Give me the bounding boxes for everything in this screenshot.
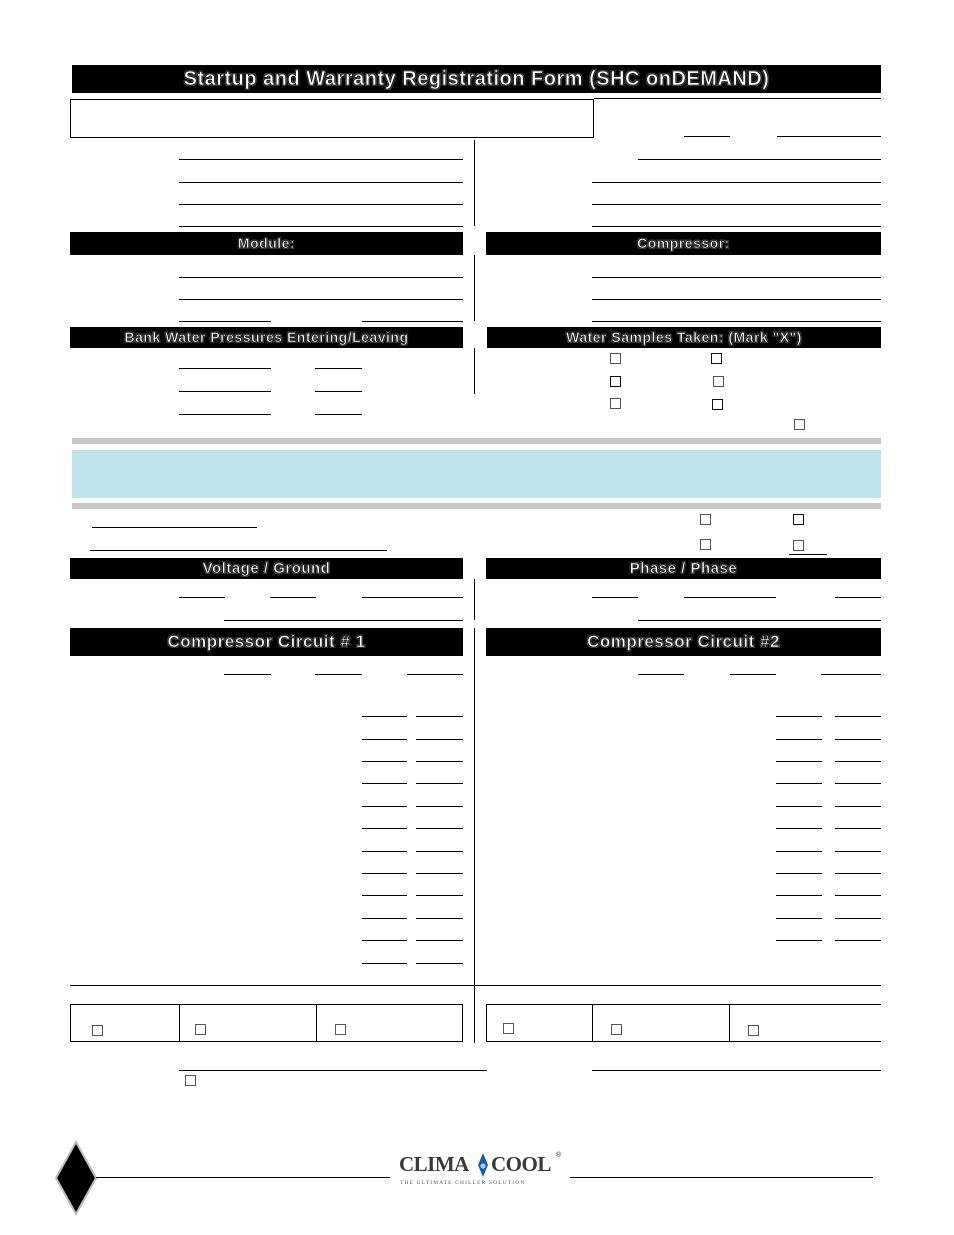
date-field[interactable]: [684, 136, 730, 137]
c1-row-7a[interactable]: [362, 851, 407, 852]
final-checkbox[interactable]: [185, 1075, 196, 1086]
bank-entering-2[interactable]: [179, 391, 271, 392]
compressor-line-3[interactable]: [592, 321, 881, 322]
water-samples-header: [487, 327, 881, 348]
logo-drop-icon: [477, 1152, 489, 1178]
c2-row-3a[interactable]: [776, 761, 822, 762]
sample-checkbox-1b[interactable]: [711, 353, 722, 364]
c1-row-9a[interactable]: [362, 895, 407, 896]
info-line-right-2[interactable]: [592, 182, 881, 183]
circuit1-col-line-1[interactable]: [224, 674, 271, 675]
status-checkbox-r3[interactable]: [748, 1025, 759, 1036]
bank-entering-1[interactable]: [179, 368, 271, 369]
circuit2-header: [486, 628, 881, 656]
c2-row-11b[interactable]: [835, 940, 881, 941]
c2-row-1b[interactable]: [835, 716, 881, 717]
c2-row-2a[interactable]: [776, 739, 822, 740]
column-divider-voltage: [474, 579, 475, 620]
voltage-ground-title: Voltage / Ground: [202, 560, 331, 577]
c2-row-9a[interactable]: [776, 895, 822, 896]
serial-field[interactable]: [777, 136, 881, 137]
compressor-line-2[interactable]: [592, 299, 881, 300]
phase-line-2[interactable]: [638, 620, 881, 621]
module-line-3a[interactable]: [179, 321, 271, 322]
c2-row-1a[interactable]: [776, 716, 822, 717]
sample-checkbox-2b[interactable]: [713, 376, 724, 387]
info-line-right-3[interactable]: [592, 204, 881, 205]
status-checkbox-l1[interactable]: [92, 1025, 103, 1036]
c2-row-10b[interactable]: [835, 918, 881, 919]
logo-registered: ®: [556, 1152, 562, 1159]
voltage-l1[interactable]: [179, 597, 225, 598]
module-line-1[interactable]: [179, 277, 463, 278]
bank-water-header: [70, 327, 463, 348]
c1-row-3b[interactable]: [416, 761, 463, 762]
final-date-line[interactable]: [592, 1070, 881, 1071]
module-line-2[interactable]: [179, 299, 463, 300]
logo-tagline: THE ULTIMATE CHILLER SOLUTION: [400, 1180, 526, 1186]
column-divider-top: [474, 140, 475, 226]
c2-row-11a[interactable]: [776, 940, 822, 941]
sample-checkbox-3a[interactable]: [610, 398, 621, 409]
bank-water-title: Bank Water Pressures Entering/Leaving: [124, 329, 409, 345]
phase-l1[interactable]: [592, 597, 638, 598]
compressor-line-1[interactable]: [592, 277, 881, 278]
power-line[interactable]: [789, 554, 827, 555]
column-divider-bank: [474, 348, 475, 394]
c1-row-8b[interactable]: [416, 873, 463, 874]
power-checkbox-1b[interactable]: [793, 514, 804, 525]
sample-checkbox-1a[interactable]: [610, 353, 621, 364]
circuit1-col-line-2[interactable]: [315, 674, 362, 675]
status-checkbox-r2[interactable]: [611, 1024, 622, 1035]
status-table-left-sep-1: [179, 1004, 180, 1042]
compressor-title: Compressor:: [637, 235, 730, 251]
logo-text-clima: CLIMA: [399, 1152, 469, 1176]
c1-row-4a[interactable]: [362, 783, 407, 784]
power-checkbox-2b[interactable]: [793, 540, 804, 551]
c2-row-7a[interactable]: [776, 851, 822, 852]
c2-row-5a[interactable]: [776, 806, 822, 807]
climacool-logo: [399, 1152, 569, 1192]
voltage-ground-header: [70, 558, 463, 579]
c1-row-9b[interactable]: [416, 895, 463, 896]
status-checkbox-r1[interactable]: [503, 1023, 514, 1034]
c2-row-8a[interactable]: [776, 873, 822, 874]
circuit1-header: [70, 628, 463, 656]
power-checkbox-1a[interactable]: [700, 514, 711, 525]
c1-row-10a[interactable]: [362, 918, 407, 919]
final-signature-line[interactable]: [179, 1070, 487, 1071]
c2-row-6b[interactable]: [835, 828, 881, 829]
c1-row-4b[interactable]: [416, 783, 463, 784]
info-line-left-2[interactable]: [179, 182, 463, 183]
c1-row-11b[interactable]: [416, 940, 463, 941]
section-divider-bottom: [72, 503, 881, 509]
c1-row-6a[interactable]: [362, 828, 407, 829]
c1-row-12a[interactable]: [362, 963, 407, 964]
c1-row-12b[interactable]: [416, 963, 463, 964]
phase-phase-header: [486, 558, 881, 579]
voltage-l3[interactable]: [362, 597, 463, 598]
c1-row-6b[interactable]: [416, 828, 463, 829]
footer-rule-right: [570, 1177, 873, 1178]
circuits-bottom-line: [70, 985, 881, 986]
sample-checkbox-3b[interactable]: [712, 399, 723, 410]
water-samples-title: Water Samples Taken: (Mark "X"): [566, 329, 802, 345]
c2-row-3b[interactable]: [835, 761, 881, 762]
info-line-left-3[interactable]: [179, 204, 463, 205]
circuit2-col-line-1[interactable]: [638, 674, 684, 675]
form-title: Startup and Warranty Registration Form (SHC onDEMAND): [183, 68, 770, 90]
c1-row-7b[interactable]: [416, 851, 463, 852]
status-checkbox-l2[interactable]: [195, 1024, 206, 1035]
status-table-left: [70, 1004, 463, 1042]
compressor-header: [486, 232, 881, 255]
status-table-right-sep-2: [729, 1004, 730, 1042]
c2-row-10a[interactable]: [776, 918, 822, 919]
c1-row-1b[interactable]: [416, 716, 463, 717]
c2-row-2b[interactable]: [835, 739, 881, 740]
circuit1-col-line-3[interactable]: [407, 674, 463, 675]
bank-leaving-1[interactable]: [315, 368, 362, 369]
c1-row-11a[interactable]: [362, 940, 407, 941]
c2-row-9b[interactable]: [835, 895, 881, 896]
phase-l3[interactable]: [835, 597, 881, 598]
voltage-l2[interactable]: [270, 597, 316, 598]
bank-leaving-3[interactable]: [315, 414, 362, 415]
c1-row-5a[interactable]: [362, 806, 407, 807]
info-line-left-1[interactable]: [179, 159, 463, 160]
phase-l2[interactable]: [684, 597, 776, 598]
module-header: [70, 232, 463, 255]
bank-leaving-2[interactable]: [315, 391, 362, 392]
column-divider-module: [474, 255, 475, 321]
c1-row-2b[interactable]: [416, 739, 463, 740]
c2-row-6a[interactable]: [776, 828, 822, 829]
c1-row-3a[interactable]: [362, 761, 407, 762]
c1-row-8a[interactable]: [362, 873, 407, 874]
footer-rule-left: [96, 1177, 390, 1178]
voltage-line-2[interactable]: [224, 620, 463, 621]
status-table-right-left: [486, 1004, 487, 1042]
status-checkbox-l3[interactable]: [335, 1024, 346, 1035]
status-table-right-top: [486, 1004, 881, 1005]
c1-row-1a[interactable]: [362, 716, 407, 717]
sample-checkbox-2a[interactable]: [610, 376, 621, 387]
module-title: Module:: [237, 235, 296, 251]
signature-line-2[interactable]: [90, 550, 387, 551]
c2-row-5b[interactable]: [835, 806, 881, 807]
power-checkbox-2a[interactable]: [700, 539, 711, 550]
bank-entering-3[interactable]: [179, 414, 271, 415]
c1-row-5b[interactable]: [416, 806, 463, 807]
section-divider-top: [72, 438, 881, 444]
column-divider-circuits: [474, 628, 475, 1043]
c2-row-7b[interactable]: [835, 851, 881, 852]
c1-row-10b[interactable]: [416, 918, 463, 919]
circuit1-title: Compressor Circuit # 1: [167, 632, 366, 651]
c2-row-4b[interactable]: [835, 783, 881, 784]
project-name-box[interactable]: [70, 99, 594, 138]
circuit2-title: Compressor Circuit #2: [587, 632, 780, 651]
logo-text-cool: COOL: [491, 1152, 551, 1176]
sample-checkbox-4[interactable]: [794, 419, 805, 430]
info-band: [72, 450, 881, 498]
circuit2-col-line-2[interactable]: [730, 674, 776, 675]
status-table-right-bottom: [486, 1041, 881, 1042]
header-top-line: [594, 98, 881, 99]
c1-row-2a[interactable]: [362, 739, 407, 740]
page-corner-diamond-icon: [52, 1140, 100, 1216]
info-line-right-1[interactable]: [638, 159, 881, 160]
info-line-left-4[interactable]: [179, 226, 463, 227]
title-bar-tick: [822, 70, 825, 90]
phase-phase-title: Phase / Phase: [629, 560, 738, 577]
info-line-right-4[interactable]: [592, 226, 881, 227]
circuit2-col-line-3[interactable]: [821, 674, 881, 675]
status-table-left-sep-2: [316, 1004, 317, 1042]
c2-row-8b[interactable]: [835, 873, 881, 874]
form-title-bar: [72, 65, 881, 93]
status-table-right-sep-1: [592, 1004, 593, 1042]
signature-line-1[interactable]: [92, 527, 257, 528]
module-line-3b[interactable]: [362, 321, 463, 322]
c2-row-4a[interactable]: [776, 783, 822, 784]
